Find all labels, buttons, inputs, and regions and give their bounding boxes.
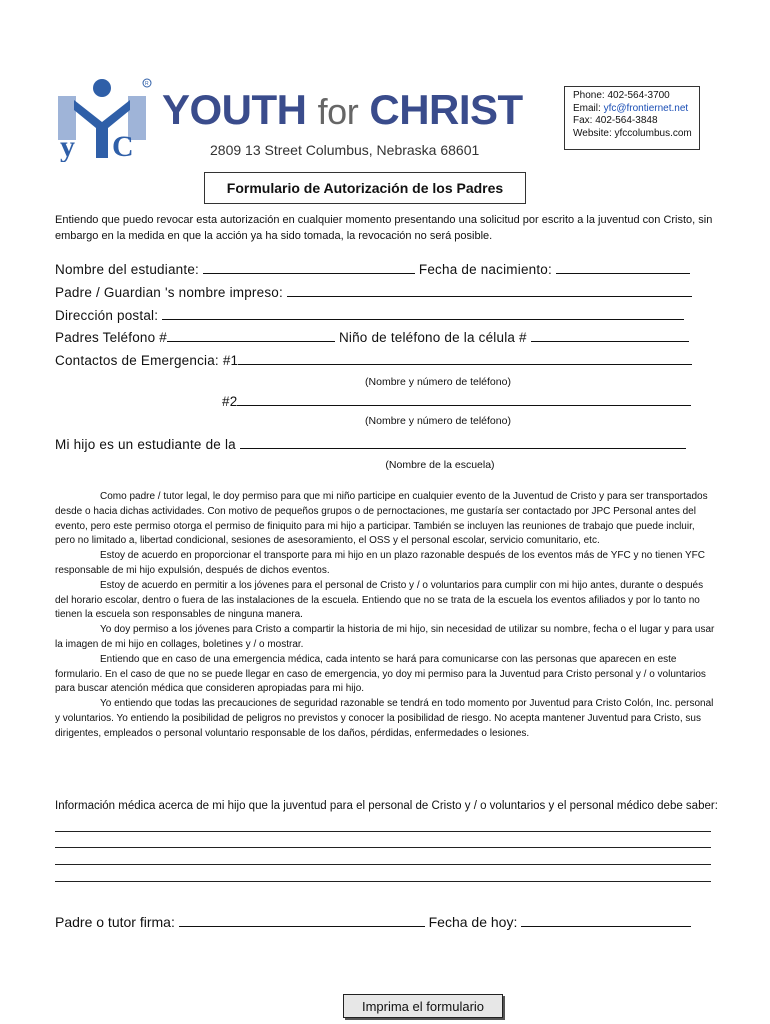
child-phone-label: Niño de teléfono de la célula # bbox=[338, 330, 527, 345]
guardian-signature-input[interactable] bbox=[179, 914, 425, 927]
postal-row bbox=[55, 307, 684, 323]
revocation-intro: Entiendo que puedo revocar esta autorización en cualquier momento presentando una solicitud por escrito a la juventud con Cristo, sin embargo en la medida en que la acción ya ha sido tomada, la revocación no será posible. bbox=[55, 214, 713, 242]
birth-date-label: Fecha de nacimiento: bbox=[418, 262, 552, 277]
guardian-signature-label: Padre o tutor firma: bbox=[55, 914, 175, 930]
school-row bbox=[55, 436, 686, 452]
emergency-2-label: #2 bbox=[222, 394, 238, 409]
consent-paragraph: Entiendo que en caso de una emergencia médica, cada intento se hará para comunicarse con las personas que aparecen en este formulario. En el caso de que no se puede llegar en caso de emergencia, yo doy mi permiso para la Juventud para Cristo personal y / o voluntarios para buscar atención médica que consideren apropiadas para mi hijo. bbox=[55, 653, 706, 695]
medical-info-line[interactable] bbox=[55, 847, 711, 848]
consent-paragraph: Estoy de acuerdo en permitir a los jóvenes para el personal de Cristo y / o voluntarios para cumplir con mi hijo antes, durante o después del horario escolar, dentro o fuera de las instalaciones de la escuela. Entiendo que no se trata de la escuela los eventos afiliados y por lo tanto no tienen la escuela son responsables de ninguna manera. bbox=[55, 579, 704, 621]
svg-text:C: C bbox=[112, 130, 134, 162]
consent-paragraph: Estoy de acuerdo en proporcionar el transporte para mi hijo en un plazo razonable después de los eventos más de YFC y no tienen YFC responsable de mi hijo expulsión, después de dichos eventos. bbox=[55, 550, 705, 576]
guardian-name-label: Padre / Guardian 's nombre impreso: bbox=[55, 285, 283, 300]
contact-phone: Phone: 402-564-3700 bbox=[573, 90, 670, 101]
guardian-row bbox=[55, 284, 692, 300]
child-phone-input[interactable] bbox=[531, 329, 689, 342]
emergency-1-hint: (Nombre y número de teléfono) bbox=[365, 376, 511, 388]
today-date-label: Fecha de hoy: bbox=[428, 914, 518, 930]
emergency-2-hint: (Nombre y número de teléfono) bbox=[365, 415, 511, 427]
phone-row bbox=[55, 329, 689, 345]
today-date-input[interactable] bbox=[521, 914, 691, 927]
emergency-row-1 bbox=[55, 352, 692, 368]
brand-christ: CHRIST bbox=[369, 86, 523, 133]
birth-date-input[interactable] bbox=[556, 261, 690, 274]
student-name-input[interactable] bbox=[203, 261, 415, 274]
contact-website: Website: yfccolumbus.com bbox=[573, 127, 692, 139]
medical-info-line[interactable] bbox=[55, 864, 711, 865]
postal-address-input[interactable] bbox=[162, 307, 684, 320]
contact-email-label: Email: bbox=[573, 102, 604, 114]
contact-fax: Fax: 402-564-3848 bbox=[573, 115, 658, 127]
emergency-row-2 bbox=[222, 393, 691, 409]
medical-info-label: Información médica acerca de mi hijo que la juventud para el personal de Cristo y / o voluntarios y el personal médico debe saber: bbox=[55, 800, 718, 812]
emergency-1-input[interactable] bbox=[238, 352, 692, 365]
medical-info-line[interactable] bbox=[55, 881, 711, 882]
emergency-label: Contactos de Emergencia: bbox=[55, 353, 219, 368]
consent-paragraph: Yo entiendo que todas las precauciones de seguridad razonable se tendrá en todo momento por Juventud para Cristo Colón, Inc. personal y voluntarios. Yo entiendo la posibilidad de peligros no previstos y conocer la posibilidad de riesgo. No acepta mantener Juventud para Cristo, sus dirigentes, empleados o personal voluntario responsable de los daños, pérdidas, enfermedades o lesiones. bbox=[55, 698, 714, 739]
brand-for: for bbox=[317, 91, 359, 132]
emergency-2-input[interactable] bbox=[237, 393, 691, 406]
emergency-1-label: #1 bbox=[222, 353, 239, 368]
signature-row bbox=[55, 914, 691, 930]
yfc-logo bbox=[52, 78, 152, 162]
school-label: Mi hijo es un estudiante de la bbox=[55, 437, 236, 452]
contact-box bbox=[564, 86, 700, 150]
form-title: Formulario de Autorización de los Padres bbox=[204, 172, 526, 204]
student-name-label: Nombre del estudiante: bbox=[55, 262, 199, 277]
consent-paragraph: Yo doy permiso a los jóvenes para Cristo a compartir la historia de mi hijo, sin necesidad de utilizar su nombre, fecha o el lugar y para usar la imagen de mi hijo en collages, boletines y / o mostrar. bbox=[55, 624, 715, 650]
contact-email-row bbox=[573, 103, 699, 116]
parent-phone-label: Padres Teléfono # bbox=[55, 330, 167, 345]
school-input[interactable] bbox=[240, 436, 686, 449]
brand-wordmark bbox=[162, 86, 523, 134]
consent-text bbox=[55, 490, 715, 742]
print-form-button[interactable]: Imprima el formulario bbox=[343, 994, 503, 1018]
school-hint: (Nombre de la escuela) bbox=[385, 459, 495, 471]
logo-figure-icon bbox=[52, 78, 152, 162]
medical-info-line[interactable] bbox=[55, 831, 711, 832]
guardian-name-input[interactable] bbox=[287, 284, 692, 297]
organization-address: 2809 13 Street Columbus, Nebraska 68601 bbox=[210, 142, 480, 158]
consent-paragraph: Como padre / tutor legal, le doy permiso para que mi niño participe en cualquier evento de la Juventud de Cristo y para ser transportados desde o hacia dichas actividades. Con motivo de pequeños grupos o de pernoctaciones, me gustaría ser contactado por JPC Personal antes del evento, pero este permiso otorga el permiso de finiquito para mi hijo a participar. También se incluyen las reuniones de trabajo que puede incluir, pero no limitado a, libertad condicional, sesiones de asesoramiento, el OSS y el personal escolar, servicio comunitario, etc. bbox=[55, 491, 708, 547]
contact-email-link[interactable]: yfc@frontiernet.net bbox=[603, 102, 689, 114]
student-row bbox=[55, 261, 690, 277]
svg-text:y: y bbox=[60, 130, 75, 162]
postal-address-label: Dirección postal: bbox=[55, 308, 159, 323]
parent-phone-input[interactable] bbox=[167, 329, 335, 342]
brand-youth: YOUTH bbox=[162, 86, 307, 133]
svg-text:R: R bbox=[145, 81, 149, 87]
